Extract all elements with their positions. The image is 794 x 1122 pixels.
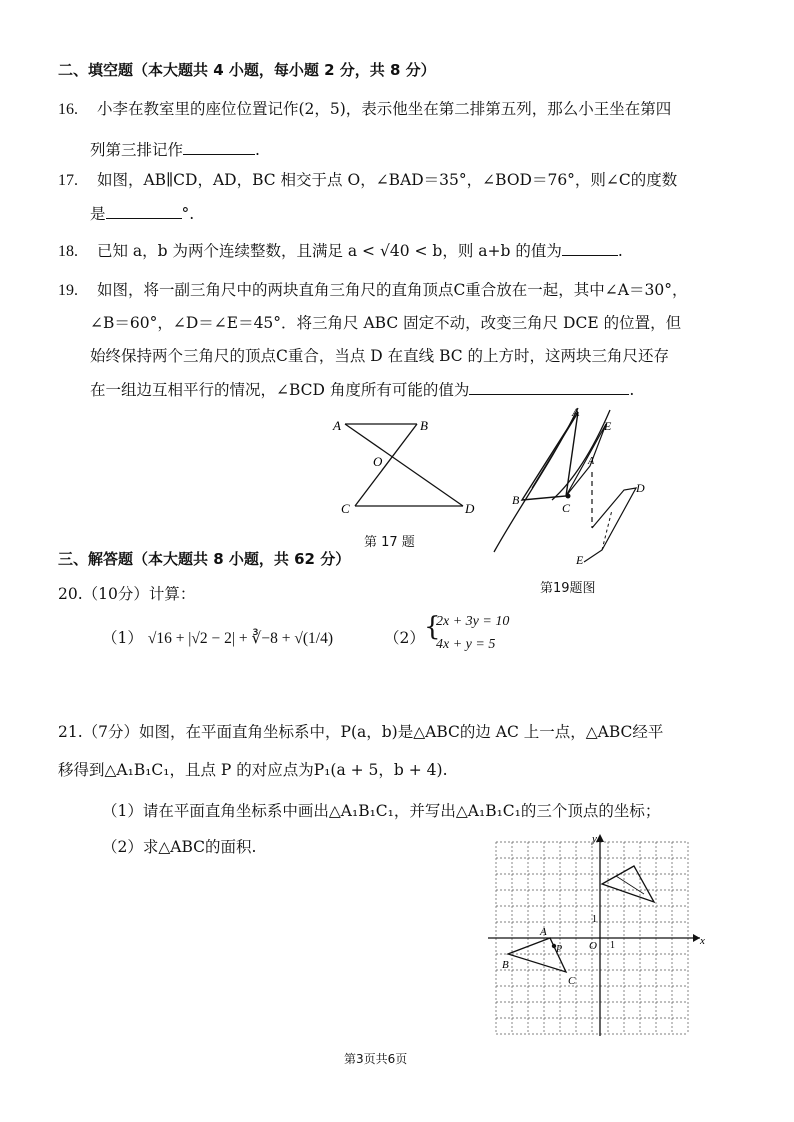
x-axis-arrow: [693, 934, 700, 942]
y-unit-label: 1: [592, 914, 597, 925]
page-footer: 第3页共6页: [344, 1052, 408, 1066]
label-b: B: [420, 418, 428, 433]
question-21-part2: （2）求△ABC的面积.: [102, 838, 257, 856]
answer-blank-18[interactable]: [562, 239, 618, 256]
equation-2: 4x + y = 5: [436, 637, 496, 652]
figure-19-caption: 第19题图: [540, 581, 596, 596]
question-21-header: 21.（7分）如图，在平面直角坐标系中，P(a，b)是△ABC的边 AC 上一点，△ABC经平: [58, 723, 664, 741]
figure-17: [325, 410, 485, 530]
figure-19: [492, 402, 662, 572]
label-p: P: [556, 944, 563, 955]
part-label: （2）: [384, 629, 425, 647]
coordinate-grid: [488, 832, 708, 1037]
question-17-line2-pre: 是: [90, 205, 106, 223]
label-e-bottom: E: [576, 553, 584, 567]
dashed-short: [602, 510, 612, 550]
question-19: [58, 280, 687, 301]
question-19-line3: 始终保持两个三角尺的顶点C重合，当点 D 在直线 BC 的上方时，这两块三角尺还存: [90, 347, 670, 365]
question-17-line2-row: [90, 202, 194, 224]
section-3-title: 三、解答题（本大题共 8 小题，共 62 分）: [58, 550, 351, 568]
point-c: [566, 494, 571, 499]
answer-blank-16[interactable]: [183, 138, 255, 155]
brace: {: [424, 612, 441, 642]
question-17-line2-post: °.: [181, 205, 195, 223]
question-number: 18.: [58, 243, 78, 260]
section-2-title: 二、填空题（本大题共 4 小题，每小题 2 分，共 8 分）: [58, 61, 436, 79]
question-20-part1: [102, 628, 333, 649]
label-b: B: [512, 493, 520, 507]
figure-17-caption: 第 17 题: [364, 535, 415, 550]
part1-expression: √16 + |√2 − 2| + ∛−8 + √(1/4): [147, 630, 334, 647]
triangle-abc-inner: [532, 416, 576, 488]
label-b: B: [502, 959, 509, 971]
label-e-top: E: [604, 419, 612, 433]
period: .: [629, 381, 635, 399]
question-19-line1: 如图，将一副三角尺中的两块直角三角尺的直角顶点C重合放在一起，其中∠A＝30°，: [96, 281, 688, 299]
x-axis-label: x: [700, 935, 705, 947]
question-21-part1: （1）请在平面直角坐标系中画出△A₁B₁C₁，并写出△A₁B₁C₁的三个顶点的坐标；: [102, 802, 661, 820]
label-a: A: [540, 926, 547, 938]
part-label: （1）: [102, 629, 143, 647]
label-d: D: [636, 481, 645, 495]
period: .: [617, 242, 623, 260]
question-number: 19.: [58, 282, 78, 299]
answer-blank-19[interactable]: [469, 378, 629, 395]
curve-left: [494, 408, 578, 552]
x-unit-label: 1: [610, 940, 615, 951]
label-a-small: A: [588, 456, 595, 467]
question-number: 16.: [58, 101, 78, 118]
question-19-line4-row: [90, 378, 634, 400]
question-18-text: 已知 a，b 为两个连续整数，且满足 a < √40 < b，则 a+b 的值为: [96, 242, 562, 260]
question-18: [58, 239, 623, 262]
label-o: O: [373, 454, 383, 469]
label-c: C: [568, 975, 576, 987]
label-c: C: [341, 501, 350, 516]
question-16-line2-row: [90, 138, 260, 160]
question-17-line1: 如图，AB∥CD，AD，BC 相交于点 O，∠BAD＝35°，∠BOD＝76°，则∠C的度数: [96, 171, 678, 189]
question-21-line2: 移得到△A₁B₁C₁，且点 P 的对应点为P₁(a + 5，b + 4).: [58, 761, 448, 779]
question-19-line4: 在一组边互相平行的情况，∠BCD 角度所有可能的值为: [90, 381, 470, 399]
curve-right: [552, 410, 610, 500]
question-16-line1: 小李在教室里的座位位置记作(2，5)，表示他坐在第二排第五列，那么小王坐在第四: [96, 100, 672, 118]
label-c: C: [562, 501, 571, 515]
question-20-part2: [384, 628, 425, 648]
y-axis-arrow: [596, 834, 604, 842]
segment-bc: [355, 424, 417, 506]
label-a: A: [572, 405, 580, 419]
question-16-line2: 列第三排记作: [90, 141, 184, 159]
triangle-dce: [566, 424, 606, 496]
answer-blank-17[interactable]: [106, 202, 182, 219]
label-d: D: [465, 501, 475, 516]
y-axis-label: y: [592, 833, 597, 845]
segment-ad: [345, 424, 463, 506]
question-16: [58, 99, 671, 120]
origin-label: O: [589, 940, 597, 952]
equation-1: 2x + 3y = 10: [436, 614, 510, 629]
question-number: 17.: [58, 172, 78, 189]
triangle-abc: [522, 412, 578, 500]
label-a: A: [333, 418, 341, 433]
question-19-line2: ∠B＝60°，∠D＝∠E＝45°．将三角尺 ABC 固定不动，改变三角尺 DCE 的位置，但: [90, 314, 682, 332]
question-17: [58, 170, 677, 191]
question-20-header: 20.（10分）计算：: [58, 585, 196, 603]
period: .: [255, 141, 260, 159]
